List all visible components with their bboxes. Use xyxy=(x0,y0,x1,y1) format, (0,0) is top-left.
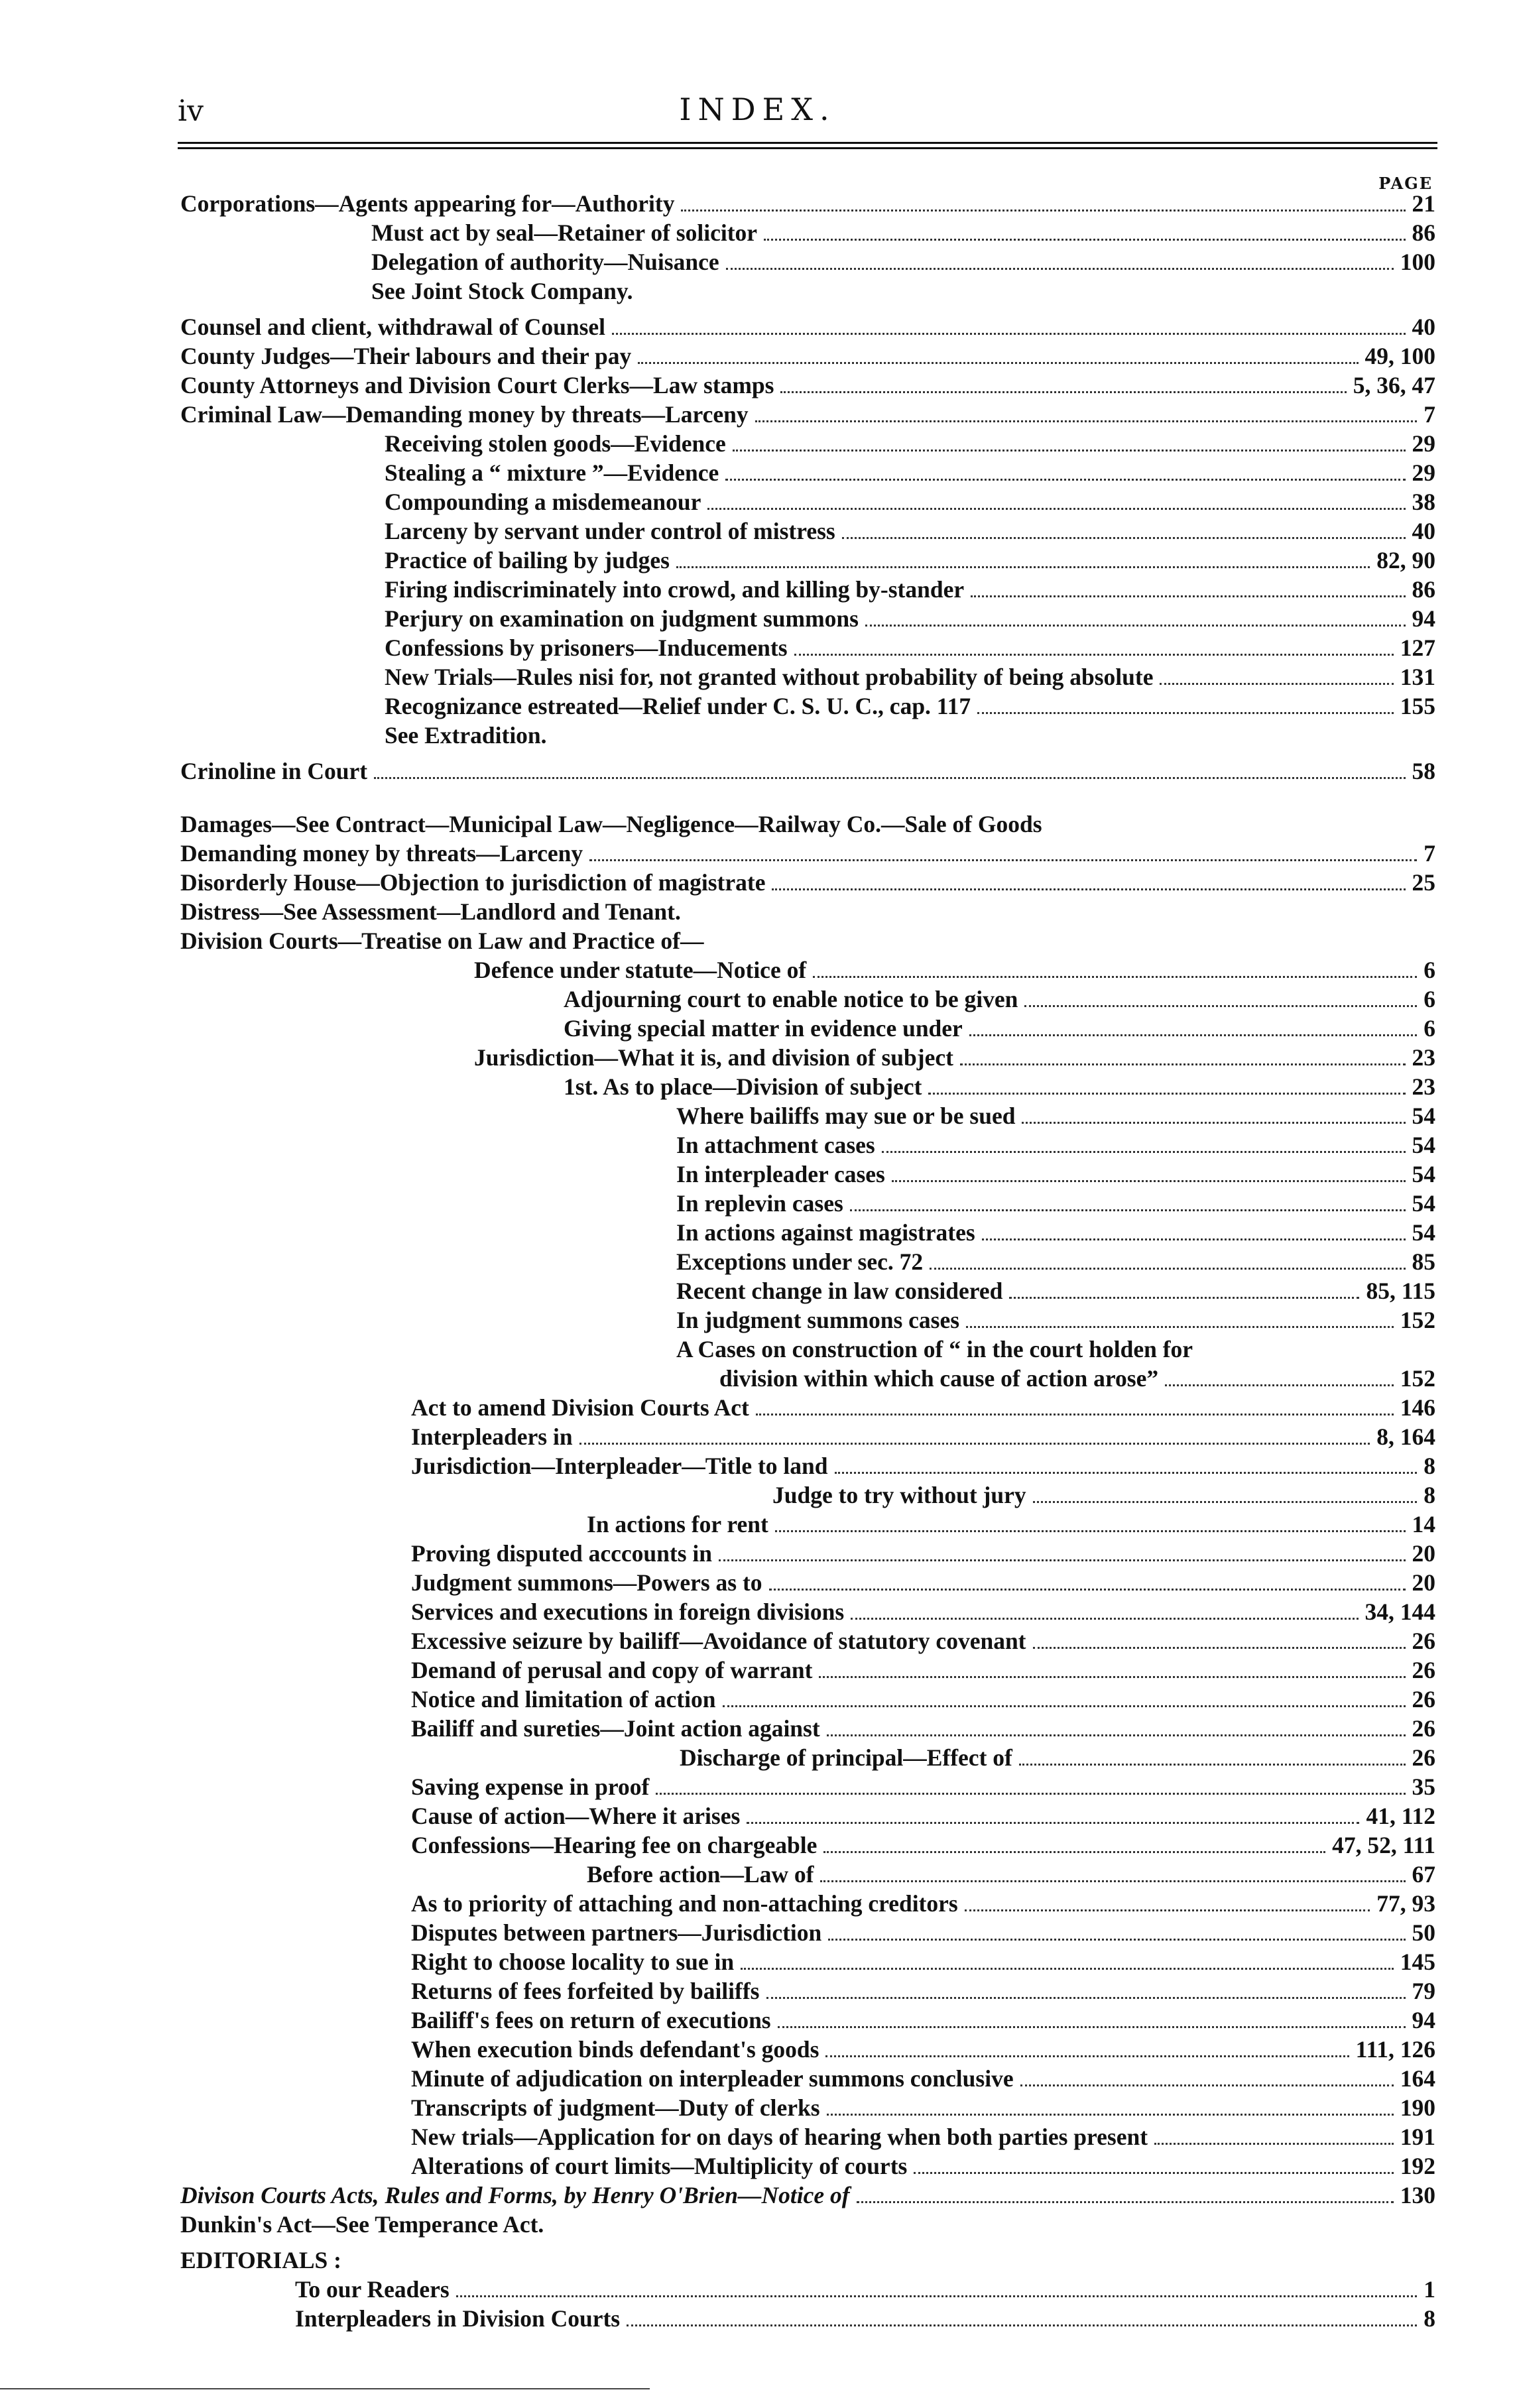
index-entry xyxy=(180,342,1435,370)
index-entry-page: 20 xyxy=(1412,1569,1435,1596)
index-entry-page: 49, 100 xyxy=(1364,343,1435,369)
index-entry-page: 26 xyxy=(1412,1657,1435,1683)
leader-dots xyxy=(928,1092,1405,1095)
index-entry-text: In actions for rent xyxy=(587,1511,768,1537)
index-entry-text: New Trials—Rules nisi for, not granted without probability of being absolute xyxy=(385,664,1154,690)
index-entry-page: 7 xyxy=(1424,401,1435,428)
index-entry-text: Dunkin's Act—See Temperance Act. xyxy=(180,2211,544,2238)
index-entry-text: Compounding a misdemeanour xyxy=(385,489,701,515)
index-entry xyxy=(676,1277,1435,1305)
index-entry-page: 146 xyxy=(1400,1394,1435,1421)
index-entry-page: 131 xyxy=(1400,664,1435,690)
index-entry-page: 47, 52, 111 xyxy=(1332,1832,1435,1858)
index-entry xyxy=(180,898,1435,926)
header-rule-bottom xyxy=(178,147,1437,149)
leader-dots xyxy=(756,1413,1394,1415)
index-entry-page: 77, 93 xyxy=(1376,1890,1435,1917)
index-entry-text: In actions against magistrates xyxy=(676,1219,975,1246)
index-entry-page: 5, 36, 47 xyxy=(1353,372,1435,398)
index-entry xyxy=(676,1335,1435,1363)
index-entry xyxy=(411,2006,1435,2034)
index-entry xyxy=(411,1539,1435,1567)
index-entry xyxy=(411,1831,1435,1859)
leader-dots xyxy=(778,2025,1406,2028)
leader-dots xyxy=(1009,1296,1359,1299)
index-entry-text: Jurisdiction—What it is, and division of subject xyxy=(474,1044,953,1071)
index-entry-page: 54 xyxy=(1412,1161,1435,1187)
index-entry-text: See Joint Stock Company. xyxy=(371,278,633,304)
index-entry-text: Practice of bailing by judges xyxy=(385,547,670,573)
index-entry-page: 26 xyxy=(1412,1686,1435,1713)
index-entry xyxy=(411,1685,1435,1713)
leader-dots xyxy=(914,2171,1393,2174)
index-entry-text: To our Readers xyxy=(295,2276,450,2303)
leader-dots xyxy=(820,1880,1405,1882)
index-entry xyxy=(180,371,1435,399)
page-title: INDEX. xyxy=(679,91,836,127)
leader-dots xyxy=(827,2113,1394,2116)
index-entry xyxy=(385,663,1435,691)
index-entry-page: 85, 115 xyxy=(1366,1278,1435,1304)
index-entry xyxy=(295,2305,1435,2332)
index-entry xyxy=(385,605,1435,632)
index-entry-page: 6 xyxy=(1424,986,1435,1012)
index-entry-text: Before action—Law of xyxy=(587,1861,814,1888)
index-entry-page: 26 xyxy=(1412,1715,1435,1742)
leader-dots xyxy=(865,624,1406,627)
index-entry xyxy=(676,1160,1435,1188)
index-entry-page: 190 xyxy=(1400,2094,1435,2121)
index-entry-page: 67 xyxy=(1412,1861,1435,1888)
leader-dots xyxy=(589,859,1417,861)
index-entry-page: 54 xyxy=(1412,1190,1435,1217)
index-entry-text: Excessive seizure by bailiff—Avoidance of statutory covenant xyxy=(411,1628,1026,1654)
index-entry xyxy=(385,517,1435,545)
index-entry-page: 23 xyxy=(1412,1044,1435,1071)
leader-dots xyxy=(835,1471,1418,1474)
index-entry-text: Delegation of authority—Nuisance xyxy=(371,249,719,275)
index-entry-page: 58 xyxy=(1412,758,1435,784)
index-entry-text: Bailiff and sureties—Joint action against xyxy=(411,1715,820,1742)
leader-dots xyxy=(892,1179,1406,1182)
index-entry-text: Proving disputed acccounts in xyxy=(411,1540,713,1567)
index-entry xyxy=(564,1014,1435,1042)
leader-dots xyxy=(966,1325,1394,1328)
leader-dots xyxy=(969,1034,1417,1036)
index-entry-page: 164 xyxy=(1400,2065,1435,2092)
index-entry-text: Division Courts—Treatise on Law and Practice of— xyxy=(180,928,704,954)
index-entry-text: Judgment summons—Powers as to xyxy=(411,1569,762,1596)
leader-dots xyxy=(960,1063,1406,1065)
index-entry xyxy=(180,757,1435,785)
index-entry-page: 145 xyxy=(1400,1949,1435,1975)
index-entry-page: 8 xyxy=(1424,1453,1435,1479)
header-rule-top xyxy=(178,142,1437,144)
index-entry-text: Demand of perusal and copy of warrant xyxy=(411,1657,813,1683)
index-entry xyxy=(411,1773,1435,1801)
leader-dots xyxy=(456,2295,1418,2297)
index-entry-page: 85 xyxy=(1412,1248,1435,1275)
index-entry xyxy=(180,190,1435,217)
leader-dots xyxy=(827,1734,1406,1736)
leader-dots xyxy=(930,1267,1405,1270)
index-entry-text: Perjury on examination on judgment summons xyxy=(385,605,859,632)
index-entry-text: Confessions by prisoners—Inducements xyxy=(385,634,788,661)
leader-dots xyxy=(775,1530,1406,1532)
index-entry xyxy=(385,459,1435,487)
index-entry xyxy=(411,1627,1435,1655)
index-entry-page: 29 xyxy=(1412,430,1435,457)
index-entry xyxy=(411,1948,1435,1976)
index-entry-text: Disputes between partners—Jurisdiction xyxy=(411,1919,822,1946)
leader-dots xyxy=(755,420,1418,422)
leader-dots xyxy=(723,1705,1406,1707)
index-entry-page: 34, 144 xyxy=(1364,1598,1435,1625)
index-entry-page: 40 xyxy=(1412,518,1435,544)
leader-dots xyxy=(638,361,1358,364)
index-entry-text: Larceny by servant under control of mistress xyxy=(385,518,835,544)
index-entry xyxy=(411,1423,1435,1451)
leader-dots xyxy=(766,1996,1406,1999)
index-entry-page: 21 xyxy=(1412,190,1435,217)
index-entry-page: 41, 112 xyxy=(1366,1803,1435,1829)
leader-dots xyxy=(1033,1500,1418,1503)
index-entry-page: 26 xyxy=(1412,1628,1435,1654)
leader-dots xyxy=(764,238,1405,241)
index-entry xyxy=(411,1656,1435,1684)
leader-dots xyxy=(977,711,1394,714)
index-entry xyxy=(411,1977,1435,2005)
index-entry xyxy=(385,721,1435,749)
index-entry xyxy=(564,1073,1435,1101)
index-entry-page: 94 xyxy=(1412,2007,1435,2033)
index-entry xyxy=(180,313,1435,341)
leader-dots xyxy=(882,1150,1406,1153)
index-entry-page: 86 xyxy=(1412,219,1435,246)
index-entry-text: Firing indiscriminately into crowd, and killing by-stander xyxy=(385,576,965,603)
index-entry xyxy=(411,1394,1435,1421)
leader-dots xyxy=(857,2200,1394,2203)
leader-dots xyxy=(965,1909,1370,1911)
index-entry-page: 25 xyxy=(1412,869,1435,896)
index-entry-text: Bailiff's fees on return of executions xyxy=(411,2007,771,2033)
index-entry-page: 191 xyxy=(1400,2124,1435,2150)
index-entry-text: Recognizance estreated—Relief under C. S. U. C., cap. 117 xyxy=(385,693,971,719)
index-entry xyxy=(411,1598,1435,1626)
index-entry-text: Receiving stolen goods—Evidence xyxy=(385,430,726,457)
index-entry-text: Demanding money by threats—Larceny xyxy=(180,840,583,867)
index-entry-page: 100 xyxy=(1400,249,1435,275)
index-entry-text: Stealing a “ mixture ”—Evidence xyxy=(385,459,719,486)
leader-dots xyxy=(823,1850,1325,1853)
index-entry xyxy=(411,1715,1435,1742)
index-entry xyxy=(680,1744,1435,1772)
index-entry-text: In interpleader cases xyxy=(676,1161,885,1187)
index-entry-page: 20 xyxy=(1412,1540,1435,1567)
index-entry xyxy=(180,810,1435,838)
index-entry-text: Defence under statute—Notice of xyxy=(474,957,807,983)
index-entry xyxy=(676,1248,1435,1276)
leader-dots xyxy=(719,1559,1405,1561)
index-entry-page: 86 xyxy=(1412,576,1435,603)
index-entry xyxy=(411,2094,1435,2122)
leader-dots xyxy=(747,1821,1359,1824)
index-entry-text: Where bailiffs may sue or be sued xyxy=(676,1103,1016,1129)
index-entry-text: New trials—Application for on days of hearing when both parties present xyxy=(411,2124,1148,2150)
leader-dots xyxy=(828,1938,1405,1941)
index-entry-text: Judge to try without jury xyxy=(772,1482,1026,1508)
index-entry-page: 35 xyxy=(1412,1774,1435,1800)
index-entry xyxy=(676,1219,1435,1246)
index-entry-text: Giving special matter in evidence under xyxy=(564,1015,963,1042)
index-entry-text: Minute of adjudication on interpleader summons conclusive xyxy=(411,2065,1014,2092)
index-entry-page: 79 xyxy=(1412,1978,1435,2004)
index-entry-text: A Cases on construction of “ in the court holden for xyxy=(676,1336,1193,1362)
leader-dots xyxy=(780,391,1346,393)
index-entry-text: Saving expense in proof xyxy=(411,1774,650,1800)
index-entry-text: When execution binds defendant's goods xyxy=(411,2036,819,2063)
index-entry-page: 111, 126 xyxy=(1355,2036,1435,2063)
index-entry-page: 14 xyxy=(1412,1511,1435,1537)
index-entry xyxy=(411,1569,1435,1596)
index-entry-page: 152 xyxy=(1400,1307,1435,1333)
leader-dots xyxy=(1165,1384,1394,1386)
index-entry xyxy=(411,2065,1435,2092)
index-entry xyxy=(587,1510,1435,1538)
leader-dots xyxy=(374,776,1405,779)
index-entry xyxy=(371,219,1435,247)
index-entry xyxy=(180,2181,1435,2209)
index-entry-text: Must act by seal—Retainer of solicitor xyxy=(371,219,758,246)
leader-dots xyxy=(772,888,1405,890)
leader-dots xyxy=(813,975,1417,978)
leader-dots xyxy=(825,2055,1349,2057)
index-entry-text: Corporations—Agents appearing for—Authority xyxy=(180,190,675,217)
index-entry-text: Returns of fees forfeited by bailiffs xyxy=(411,1978,760,2004)
leader-dots xyxy=(733,449,1406,452)
index-entry-text: Right to choose locality to sue in xyxy=(411,1949,735,1975)
leader-dots xyxy=(579,1442,1370,1445)
index-entry-text: Exceptions under sec. 72 xyxy=(676,1248,924,1275)
index-entry-page: 8, 164 xyxy=(1376,1423,1435,1450)
index-entry xyxy=(385,488,1435,516)
index-entry xyxy=(385,575,1435,603)
leader-dots xyxy=(982,1238,1406,1240)
index-entry-page: 7 xyxy=(1424,840,1435,867)
index-entry-page: 8 xyxy=(1424,1482,1435,1508)
leader-dots xyxy=(1033,1646,1406,1649)
index-entry xyxy=(676,1189,1435,1217)
index-entry-text: In judgment summons cases xyxy=(676,1307,960,1333)
index-entry-text: Divison Courts Acts, Rules and Forms, by Henry O'Brien—Notice of xyxy=(180,2182,850,2208)
index-entry-text: Cause of action—Where it arises xyxy=(411,1803,741,1829)
index-entry xyxy=(772,1481,1435,1509)
index-entry-text: Disorderly House—Objection to jurisdiction of magistrate xyxy=(180,869,766,896)
bottom-rule xyxy=(0,2388,650,2389)
leader-dots xyxy=(741,1967,1394,1970)
index-entry-page: 130 xyxy=(1400,2182,1435,2208)
leader-dots xyxy=(794,653,1394,656)
index-entry xyxy=(411,2123,1435,2151)
index-entry-text: Act to amend Division Courts Act xyxy=(411,1394,749,1421)
index-entry xyxy=(371,277,1435,305)
index-entry xyxy=(385,546,1435,574)
leader-dots xyxy=(725,478,1405,481)
index-entry-text: division within which cause of action arose” xyxy=(719,1365,1159,1392)
index-entry xyxy=(411,1919,1435,1947)
leader-dots xyxy=(819,1675,1405,1678)
index-entry-text: Criminal Law—Demanding money by threats—Larceny xyxy=(180,401,749,428)
leader-dots xyxy=(850,1209,1406,1211)
index-entry-text: Adjourning court to enable notice to be given xyxy=(564,986,1018,1012)
index-entry-text: In attachment cases xyxy=(676,1132,875,1158)
leader-dots xyxy=(681,209,1405,211)
index-entry-page: 54 xyxy=(1412,1103,1435,1129)
leader-dots xyxy=(676,566,1370,568)
index-entry xyxy=(411,2152,1435,2180)
index-entry-text: As to priority of attaching and non-attaching creditors xyxy=(411,1890,958,1917)
index-entry xyxy=(180,2210,1435,2238)
leader-dots xyxy=(1020,2084,1394,2086)
index-entry-text: Distress—See Assessment—Landlord and Tenant. xyxy=(180,898,681,925)
index-entry xyxy=(676,1102,1435,1130)
index-entry-text: Interpleaders in xyxy=(411,1423,573,1450)
index-entry xyxy=(180,869,1435,896)
index-entry-page: 23 xyxy=(1412,1073,1435,1100)
index-entry xyxy=(180,839,1435,867)
index-entry-page: 40 xyxy=(1412,314,1435,340)
index-entry-text: Damages—See Contract—Municipal Law—Negligence—Railway Co.—Sale of Goods xyxy=(180,811,1042,837)
index-entry xyxy=(180,927,1435,955)
leader-dots xyxy=(627,2324,1417,2326)
index-entry xyxy=(411,1452,1435,1480)
index-entry xyxy=(411,2035,1435,2063)
leader-dots xyxy=(842,536,1406,539)
index-entry-text: Counsel and client, withdrawal of Counsel xyxy=(180,314,606,340)
index-entry-page: 1 xyxy=(1424,2276,1435,2303)
index-entry-page: 8 xyxy=(1424,2305,1435,2332)
index-entry-page: 6 xyxy=(1424,1015,1435,1042)
index-entry-page: 50 xyxy=(1412,1919,1435,1946)
page-folio: iv xyxy=(178,94,204,128)
index-entry-text: Confessions—Hearing fee on chargeable xyxy=(411,1832,818,1858)
index-entry xyxy=(371,248,1435,276)
index-entry xyxy=(676,1306,1435,1334)
index-entry xyxy=(385,430,1435,457)
page-column-label: PAGE xyxy=(1378,174,1433,193)
leader-dots xyxy=(726,267,1394,270)
index-entry-text: Crinoline in Court xyxy=(180,758,368,784)
leader-dots xyxy=(1019,1763,1406,1766)
index-entry-text: Jurisdiction—Interpleader—Title to land xyxy=(411,1453,828,1479)
index-entry-page: 38 xyxy=(1412,489,1435,515)
index-entry xyxy=(719,1364,1435,1392)
leader-dots xyxy=(971,595,1405,597)
index-entry-text: 1st. As to place—Division of subject xyxy=(564,1073,922,1100)
index-entry-text: Alterations of court limits—Multiplicity of courts xyxy=(411,2153,908,2179)
index-entry xyxy=(411,1890,1435,1917)
index-entry-page: 6 xyxy=(1424,957,1435,983)
index-entry-text: Interpleaders in Division Courts xyxy=(295,2305,621,2332)
index-entry-page: 26 xyxy=(1412,1744,1435,1771)
index-entry xyxy=(564,985,1435,1013)
index-entry xyxy=(385,692,1435,720)
leader-dots xyxy=(707,507,1405,510)
index-entry-text: Recent change in law considered xyxy=(676,1278,1003,1304)
leader-dots xyxy=(851,1617,1358,1620)
index-entry xyxy=(474,956,1435,984)
index-entry-page: 94 xyxy=(1412,605,1435,632)
index-entry xyxy=(180,2246,1435,2274)
leader-dots xyxy=(612,332,1405,335)
index-entry-text: Transcripts of judgment—Duty of clerks xyxy=(411,2094,820,2121)
index-entry-page: 82, 90 xyxy=(1376,547,1435,573)
index-entry-text: Discharge of principal—Effect of xyxy=(680,1744,1012,1771)
index-entry xyxy=(587,1860,1435,1888)
index-entry-text: County Attorneys and Division Court Clerks—Law stamps xyxy=(180,372,774,398)
index-entry xyxy=(411,1802,1435,1830)
leader-dots xyxy=(769,1588,1406,1591)
leader-dots xyxy=(656,1792,1405,1795)
index-entry xyxy=(676,1131,1435,1159)
index-entry-text: In replevin cases xyxy=(676,1190,843,1217)
index-entry xyxy=(474,1044,1435,1071)
index-entry-text: See Extradition. xyxy=(385,722,547,749)
index-entry xyxy=(180,400,1435,428)
leader-dots xyxy=(1022,1121,1405,1124)
index-entry-page: 192 xyxy=(1400,2153,1435,2179)
leader-dots xyxy=(1024,1004,1417,1007)
index-entry xyxy=(385,634,1435,662)
index-entry-page: 29 xyxy=(1412,459,1435,486)
index-entry-text: County Judges—Their labours and their pay xyxy=(180,343,632,369)
index-entry xyxy=(295,2275,1435,2303)
index-entry-page: 152 xyxy=(1400,1365,1435,1392)
index-entry-text: Notice and limitation of action xyxy=(411,1686,716,1713)
index-entry-page: 155 xyxy=(1400,693,1435,719)
leader-dots xyxy=(1160,682,1393,685)
index-entry-page: 54 xyxy=(1412,1132,1435,1158)
index-entry-text: EDITORIALS : xyxy=(180,2247,341,2273)
index-entry-page: 127 xyxy=(1400,634,1435,661)
leader-dots xyxy=(1154,2142,1394,2145)
index-entry-page: 54 xyxy=(1412,1219,1435,1246)
index-entry-text: Services and executions in foreign divisions xyxy=(411,1598,845,1625)
